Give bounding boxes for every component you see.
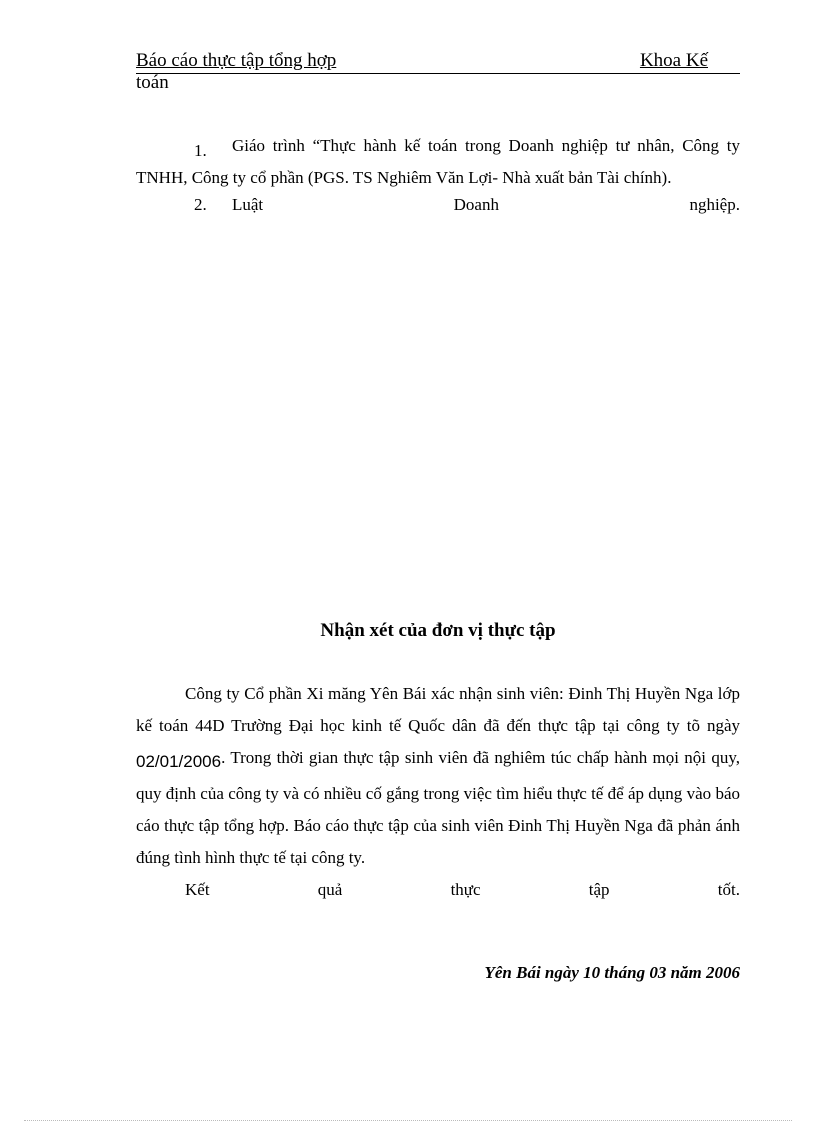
header-line [136,50,740,74]
result-word: thực [450,880,481,899]
reference-item-1 [136,132,740,191]
paragraph-text-before-date: Công ty Cổ phần Xi măng Yên Bái xác nhận sinh viên: Đinh Thị Huyền Nga lớp kế toán 44D Trường Đại học kinh tế Quốc dân đã đến thực tập tại công ty tõ ngày [136,684,740,735]
reference-number: 2. [194,195,207,214]
result-word: Kết [185,880,210,899]
result-word: quả [317,880,343,899]
section-title: Nhận xét của đơn vị thực tập [320,620,556,641]
header-continuation: toán [136,72,169,93]
header-right-title: Khoa Kế [639,50,708,71]
signature-date-line: Yên Bái ngày 10 tháng 03 năm 2006 [484,963,740,982]
result-word: tốt. [717,880,740,899]
result-word: tập [588,880,610,899]
page-bottom-divider [24,1120,792,1121]
reference-word: Luật [232,195,264,214]
reference-number: 1. [194,141,207,160]
reference-word: Doanh [453,195,499,214]
evaluation-body [136,678,740,906]
page-header [136,50,740,94]
reference-text: Giáo trình “Thực hành kế toán trong Doanh nghiệp tư nhân, Công ty TNHH, Công ty cổ phần (PGS. TS Nghiêm Văn Lợi- Nhà xuất bản Tài chính). [136,136,740,187]
result-line [136,874,740,906]
reference-item-2 [136,191,740,218]
reference-words [232,191,740,218]
internship-start-date: 02/01/2006 [136,752,222,771]
reference-list [136,132,740,218]
reference-word: nghiệp. [689,195,740,214]
header-left-title: Báo cáo thực tập tổng hợp [136,50,337,71]
evaluation-paragraph [136,678,740,874]
paragraph-text-after-date: . Trong thời gian thực tập sinh viên đã nghiêm túc chấp hành mọi nội quy, quy định của công ty và có nhiều cố gắng trong việc tìm hiểu thực tế để áp dụng vào báo cáo thực tập tổng hợp. Báo cáo thực tập của sinh viên Đinh Thị Huyền Nga đã phản ánh đúng tình hình thực tế tại công ty. [136,748,740,867]
